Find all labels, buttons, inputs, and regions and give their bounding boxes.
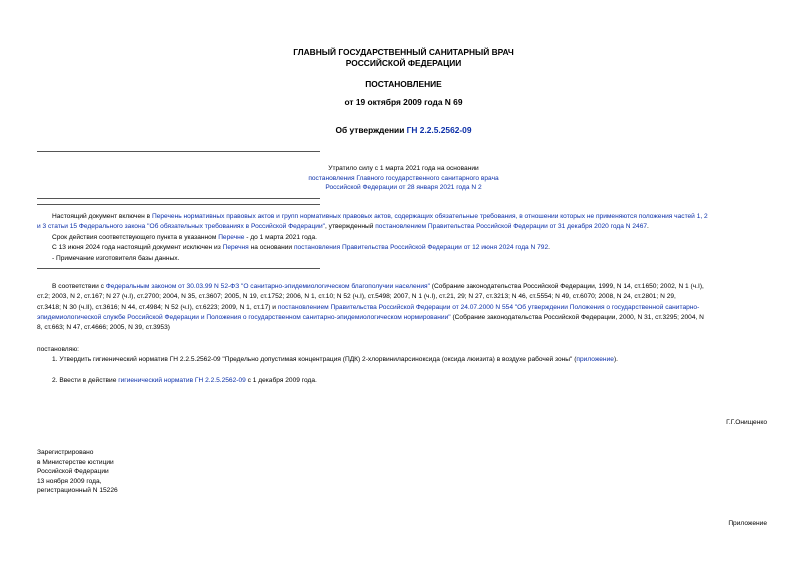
item-2-text: 2. Ввести в действие — [52, 377, 119, 384]
subject-prefix: Об утверждении — [335, 125, 407, 135]
expired-note-line-1: Утратило силу с 1 марта 2021 года на основании — [328, 165, 479, 172]
divider — [37, 151, 320, 152]
document-type: ПОСТАНОВЛЕНИЕ — [365, 79, 442, 89]
registration-line: 13 ноября 2009 года, — [37, 477, 102, 485]
inclusion-text: Настоящий документ включен в — [52, 213, 152, 220]
government-decree-554-link-cont[interactable]: эпидемиологической службе Российской Федерации и Положения о государственном санитарно-эпидемиологическом нормировании" — [37, 314, 451, 321]
item-1-text: 1. Утвердить гигиенический норматив ГН 2.2.5.2562-09 "Предельно допустимая концентрация (ПДК) 2-хлорвиниларсиноксида (оксида люизита) в воздухе рабочей зоны" ( — [52, 356, 577, 363]
issuer-line-1: ГЛАВНЫЙ ГОСУДАРСТВЕННЫЙ САНИТАРНЫЙ ВРАЧ — [293, 47, 514, 57]
inclusion-note-line-1 — [52, 212, 708, 221]
divider — [37, 204, 320, 205]
perechen-exclusion-link[interactable]: Перечня — [222, 244, 249, 251]
inclusion-text: - до 1 марта 2021 года. — [244, 234, 317, 241]
issuer-line-2: РОССИЙСКОЙ ФЕДЕРАЦИИ — [345, 58, 462, 68]
registration-line: Российской Федерации — [37, 468, 109, 476]
federal-law-link[interactable]: и 3 статьи 15 Федерального закона "Об обязательных требованиях в Российской Федерации" — [37, 223, 326, 230]
registration-line: в Министерстве юстиции — [37, 458, 114, 466]
item-1-text: ). — [613, 356, 618, 363]
preamble-line-1 — [52, 282, 704, 291]
inclusion-text: на основании — [248, 244, 294, 251]
item-2-text: с 1 декабря 2009 года. — [245, 377, 317, 384]
document-subject — [0, 125, 807, 135]
registration-block — [37, 448, 118, 496]
preamble-text: (Собрание законодательства Российской Федерации, 2000, N 31, ст.3295; 2004, N — [450, 314, 704, 321]
preamble-text: (Собрание законодательства Российской Федерации, 1999, N 14, ст.1650; 2002, N 1 (ч.I), — [429, 283, 704, 290]
government-decree-792-link[interactable]: постановления Правительства Российской Федерации от 12 июня 2024 года N 792 — [293, 244, 549, 251]
registration-line: регистрационный N 15226 — [37, 487, 118, 495]
preamble-text: ст.3418; N 30 (ч.II), ст.3616; N 44, ст.4984; N 52 (ч.I), ст.6223; 2009, N 1, ст.17) и — [37, 304, 278, 311]
government-decree-2467-link[interactable]: постановлением Правительства Российской Федерации от 31 декабря 2020 года N 2467 — [375, 223, 648, 230]
preamble-line-4 — [37, 313, 704, 322]
inclusion-text: . — [548, 244, 550, 251]
registration-line: Зарегистрировано — [37, 449, 94, 456]
preamble-line-2: ст.2; 2003, N 2, ст.167; N 27 (ч.I), ст.2700; 2004, N 35, ст.3607; 2005, N 19, ст.1752; 2006, N 1, ст.10; N 52 (ч.I), ст.5498; 2007, N 1 (ч.I), ст.21, 29; N 27, ст.3213; N 46, ст.5554; N 49, ст.6070; 2008, N 24, ст.2801; N 29, — [37, 293, 676, 300]
inclusion-text: С 13 июня 2024 года настоящий документ исключен из — [52, 244, 223, 251]
resolves-word: постановляю: — [37, 346, 80, 353]
preamble-text: В соответствии с — [52, 283, 106, 290]
preamble-line-3 — [37, 303, 699, 312]
inclusion-text: . — [647, 223, 649, 230]
inclusion-note-line-4 — [52, 243, 550, 252]
inclusion-note-line-2 — [37, 222, 649, 231]
item-2 — [52, 376, 317, 385]
perechen-short-link[interactable]: Перечне — [218, 234, 245, 241]
item-1 — [52, 355, 618, 364]
hygienic-norm-link[interactable]: гигиенический норматив ГН 2.2.5.2562-09 — [118, 377, 246, 384]
subject-link[interactable]: ГН 2.2.5.2562-09 — [406, 125, 472, 135]
issuer-title — [0, 47, 807, 69]
appendix-heading: Приложение — [728, 520, 767, 527]
divider — [37, 268, 320, 269]
database-note: - Примечание изготовителя базы данных. — [52, 255, 180, 262]
expired-note-link-1[interactable]: постановления Главного государственного санитарного врача — [308, 174, 499, 182]
document-date-number: от 19 октября 2009 года N 69 — [344, 97, 463, 107]
government-decree-554-link[interactable]: постановлением Правительства Российской Федерации от 24.07.2000 N 554 "Об утверждении Положения о государственной санитарно- — [277, 304, 700, 311]
perechen-link[interactable]: Перечень нормативных правовых актов и групп нормативных правовых актов, содержащих обязательные требования, в отношении которых не применяются положения частей 1, 2 — [151, 213, 708, 220]
inclusion-text: Срок действия соответствующего пункта в указанном — [52, 234, 219, 241]
inclusion-text: , утвержденный — [325, 223, 376, 230]
appendix-link[interactable]: приложение — [576, 356, 614, 363]
divider — [37, 198, 320, 199]
expired-note — [0, 164, 807, 193]
signature: Г.Г.Онищенко — [726, 419, 767, 426]
federal-law-52fz-link[interactable]: Федеральным законом от 30.03.99 N 52-ФЗ "О санитарно-эпидемиологическом благополучии населения" — [105, 283, 430, 290]
preamble-line-5: 8, ст.663; N 47, ст.4666; 2005, N 39, ст.3953) — [37, 324, 170, 331]
expired-note-link-2[interactable]: Российской Федерации от 28 января 2021 года N 2 — [325, 184, 482, 191]
inclusion-note-line-3 — [52, 233, 317, 242]
